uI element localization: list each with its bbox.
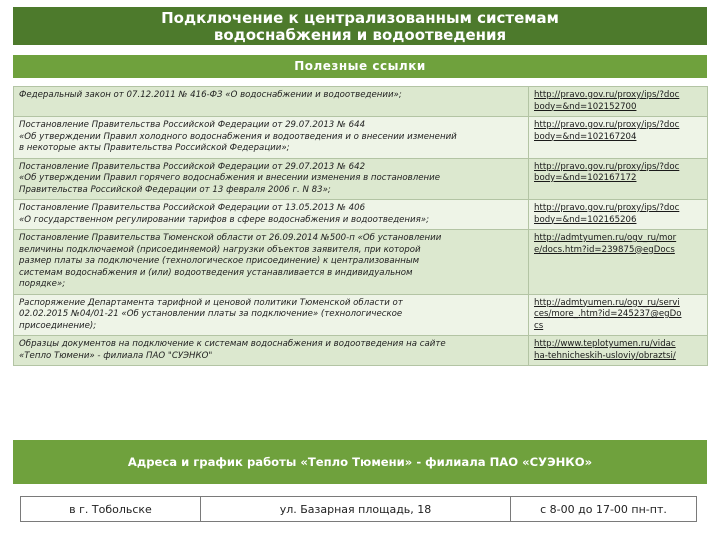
document-description <box>14 294 529 336</box>
address-row <box>21 497 697 522</box>
document-link[interactable] <box>534 298 702 333</box>
description-line: величины подключаемой (присоединяемой) нагрузки объектов заявителя, при которой <box>19 244 421 255</box>
link-line[interactable]: http://pravo.gov.ru/proxy/ips/?doc <box>534 120 680 130</box>
table-row <box>14 200 708 230</box>
document-description <box>14 230 529 295</box>
description-line: присоединение); <box>19 320 97 331</box>
table-row <box>14 158 708 200</box>
document-description <box>14 117 529 159</box>
description-line: размер платы за подключение (технологическое присоединение) к централизованным <box>19 256 420 266</box>
description-line: Постановление Правительства Российской Федерации от 29.07.2013 № 644 <box>19 120 366 130</box>
table-row <box>14 336 708 366</box>
document-description <box>14 87 529 117</box>
document-link-cell <box>529 230 708 295</box>
description-line: Правительства Российской Федерации от 13 февраля 2006 г. N 83»; <box>19 184 331 195</box>
document-link[interactable] <box>534 339 702 362</box>
description-line: системам водоснабжения и (или) водоотведения устанавливается в индивидуальном <box>19 267 413 278</box>
link-line[interactable]: ces/more_.htm?id=245237@egDo <box>534 309 682 319</box>
document-description <box>14 336 529 366</box>
useful-links-heading: Полезные ссылки <box>13 55 707 78</box>
description-line: Распоряжение Департамента тарифной и ценовой политики Тюменской области от <box>19 297 403 308</box>
document-link-cell <box>529 294 708 336</box>
description-line: Постановление Правительства Тюменской области от 26.09.2014 №500-п «Об установлении <box>19 233 442 243</box>
table-row <box>14 230 708 295</box>
link-line[interactable]: http://pravo.gov.ru/proxy/ips/?doc <box>534 203 680 213</box>
link-line[interactable]: http://admtyumen.ru/ogv_ru/mor <box>534 233 677 243</box>
address-hours: с 8-00 до 17-00 пн-пт. <box>511 497 697 522</box>
description-line: порядке»; <box>19 279 66 289</box>
description-line: «О государственном регулировании тарифов в сфере водоснабжения и водоотведения»; <box>19 214 429 225</box>
description-line: «Об утверждении Правил холодного водоснабжения и водоотведения и о внесении изменений <box>19 131 457 142</box>
document-link[interactable] <box>534 233 702 256</box>
description-line: в некоторые акты Правительства Российской Федерации»; <box>19 143 290 153</box>
link-line[interactable]: ha-tehnicheskih-usloviy/obraztsi/ <box>534 350 676 361</box>
description-line: «Об утверждении Правил горячего водоснабжения и внесении изменения в постановление <box>19 173 441 183</box>
link-line[interactable]: cs <box>534 320 544 331</box>
address-table <box>20 496 697 522</box>
link-line[interactable]: body=&nd=102165206 <box>534 214 637 225</box>
link-line[interactable]: http://www.teplotyumen.ru/vidac <box>534 339 676 349</box>
table-row <box>14 294 708 336</box>
description-line: Постановление Правительства Российской Федерации от 29.07.2013 № 642 <box>19 161 366 172</box>
link-line[interactable]: http://pravo.gov.ru/proxy/ips/?doc <box>534 161 680 172</box>
link-line[interactable]: http://pravo.gov.ru/proxy/ips/?doc <box>534 90 680 100</box>
useful-links-table <box>13 86 708 366</box>
link-line[interactable]: body=&nd=102167204 <box>534 131 637 142</box>
document-link[interactable] <box>534 203 702 226</box>
document-link[interactable] <box>534 162 702 185</box>
document-description <box>14 200 529 230</box>
page-title-line-2: водоснабжения и водоотведения <box>213 26 507 44</box>
document-link-cell <box>529 336 708 366</box>
document-link-cell <box>529 158 708 200</box>
description-line: Образцы документов на подключение к системам водоснабжения и водоотведения на сайте <box>19 339 446 349</box>
table-row <box>14 117 708 159</box>
document-link-cell <box>529 200 708 230</box>
description-line: 02.02.2015 №04/01-21 «Об установлении платы за подключение» (технологическое <box>19 309 403 319</box>
document-link-cell <box>529 87 708 117</box>
link-line[interactable]: body=&nd=102167172 <box>534 173 637 183</box>
page-title <box>13 7 707 45</box>
page-title-line-1: Подключение к централизованным системам <box>161 9 559 27</box>
document-link-cell <box>529 117 708 159</box>
link-line[interactable]: body=&nd=102152700 <box>534 101 637 112</box>
address-city: в г. Тобольске <box>21 497 201 522</box>
address-street: ул. Базарная площадь, 18 <box>201 497 511 522</box>
table-row <box>14 87 708 117</box>
description-line: Федеральный закон от 07.12.2011 № 416-ФЗ «О водоснабжении и водоотведении»; <box>19 90 402 100</box>
link-line[interactable]: http://admtyumen.ru/ogv_ru/servi <box>534 297 680 308</box>
document-link[interactable] <box>534 90 702 113</box>
description-line: Постановление Правительства Российской Федерации от 13.05.2013 № 406 <box>19 203 366 213</box>
document-link[interactable] <box>534 120 702 143</box>
link-line[interactable]: e/docs.htm?id=239875@egDocs <box>534 244 675 255</box>
document-description <box>14 158 529 200</box>
address-heading: Адреса и график работы «Тепло Тюмени» - филиала ПАО «СУЭНКО» <box>13 440 707 484</box>
description-line: «Тепло Тюмени» - филиала ПАО "СУЭНКО" <box>19 350 213 361</box>
